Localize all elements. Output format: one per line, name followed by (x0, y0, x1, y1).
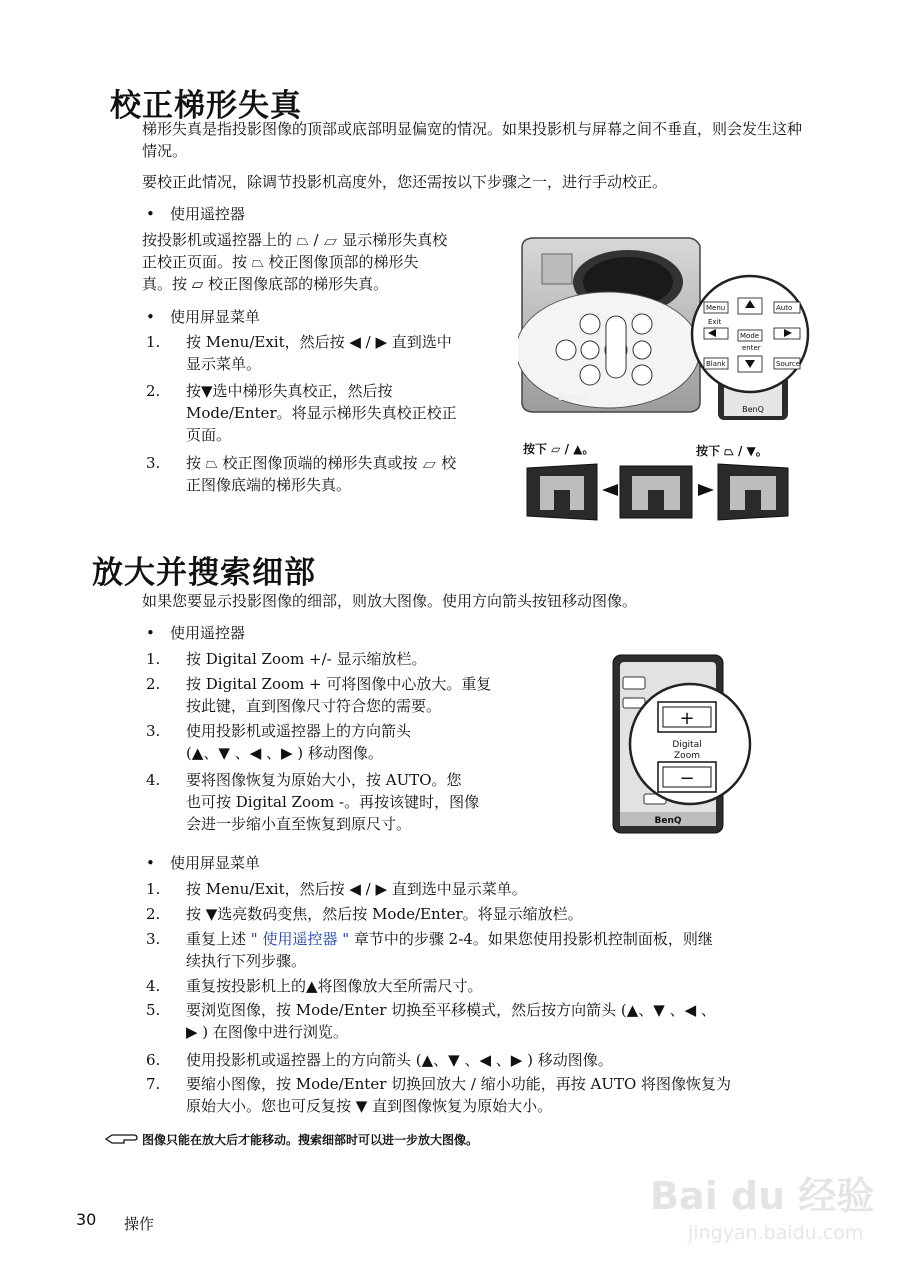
key-menu: Menu (706, 304, 726, 312)
remote-brand: BenQ (654, 816, 682, 826)
step-text: 按 ⏢ 校正图像顶端的梯形失真或按 ⏥ 校 (186, 454, 457, 472)
zoom-osd-step (146, 1073, 826, 1117)
zoom-intro: 如果您要显示投影图像的细部，则放大图像。使用方向箭头按钮移动图像。 (142, 592, 638, 610)
step-text: 按 Menu/Exit，然后按 ◀ / ▶ 直到选中 (186, 333, 452, 351)
step-text-part: 章节中的步骤 2-4。如果您使用投影机控制面板，则继 (349, 930, 713, 948)
remote-text-line: 按投影机或遥控器上的 ⏢ / ⏥ 显示梯形失真校 (142, 231, 448, 249)
watermark-url: jingyan.baidu.com (688, 1222, 864, 1244)
step-text (186, 928, 826, 950)
step-number: 4. (146, 977, 161, 995)
step-text: 原始大小。您也可反复按 ▼ 直到图像恢复为原始大小。 (186, 1097, 553, 1115)
projector-vent (542, 254, 572, 284)
step-text: 要缩小图像，按 Mode/Enter 切换回放大 / 缩小功能，再按 AUTO 将图像恢复为 (186, 1075, 732, 1093)
step-text-part: 重复上述 (186, 930, 251, 948)
zoom-remote-step (146, 720, 546, 764)
note-text: 图像只能在放大后才能移动。搜索细部时可以进一步放大图像。 (142, 1133, 479, 1147)
zoom-osd-step (146, 975, 826, 997)
zoom-osd-step (146, 999, 826, 1043)
step-number: 5. (146, 1001, 161, 1019)
bullet-osd: • 使用屏显菜单 (170, 306, 260, 328)
cross-reference-link[interactable]: " 使用遥控器 " (250, 930, 350, 948)
footer-section: 操作 (124, 1215, 155, 1233)
arrow-right (602, 484, 618, 496)
step-text: 按 Digital Zoom +/- 显示缩放栏。 (186, 650, 427, 668)
zoom-osd-step (146, 1049, 826, 1071)
step-text: 按 ▼选亮数码变焦，然后按 Mode/Enter。将显示缩放栏。 (186, 905, 583, 923)
key-blank: Blank (706, 360, 726, 368)
keystone-remote-text (142, 229, 512, 295)
step-text: 要将图像恢复为原始大小，按 AUTO。您 (186, 771, 462, 789)
step-number: 4. (146, 771, 161, 789)
step-number: 1. (146, 650, 161, 668)
projector-remote-figure (518, 232, 813, 422)
step-text: 页面。 (186, 426, 232, 444)
step-text: 重复按投影机上的▲将图像放大至所需尺寸。 (186, 977, 483, 995)
step-text: 要浏览图像，按 Mode/Enter 切换至平移模式，然后按方向箭头 (▲、▼ 、◀ 、 (186, 1001, 716, 1019)
key-exit: Exit (708, 318, 722, 326)
remote-brand: BenQ (742, 405, 764, 414)
step-text: Mode/Enter。将显示梯形失真校正校正 (186, 404, 457, 422)
key-enter: enter (742, 344, 761, 352)
step-number: 3. (146, 722, 161, 740)
zoom-remote-step (146, 769, 546, 835)
step-text: 续执行下列步骤。 (186, 952, 307, 970)
caption-left: 按下 ⏥ / ▲。 (523, 442, 595, 456)
step-text: 使用投影机或遥控器上的方向箭头 (▲、▼ 、◀ 、▶ ) 移动图像。 (186, 1051, 613, 1069)
step-number: 6. (146, 1051, 161, 1069)
key-auto: Auto (776, 304, 793, 312)
caption-right: 按下 ⏢ / ▼。 (696, 444, 768, 458)
zoom-label-1: Digital (672, 740, 702, 750)
zoom-minus-label: − (679, 768, 695, 789)
zoom-label-2: Zoom (674, 751, 700, 761)
key-source: Source (776, 360, 801, 368)
arrow-left (698, 484, 714, 496)
remote-zoom-figure (608, 652, 753, 836)
keystone-photos (522, 462, 812, 522)
step-text: 使用投影机或遥控器上的方向箭头 (186, 722, 412, 740)
step-number: 2. (146, 675, 161, 693)
keystone-step (146, 452, 506, 496)
bullet-remote: • 使用遥控器 (170, 622, 245, 644)
step-text: 会进一步缩小直至恢复到原尺寸。 (186, 815, 412, 833)
zoom-osd-step (146, 878, 826, 900)
step-number: 3. (146, 454, 161, 472)
page-number: 30 (76, 1210, 97, 1229)
keystone-step (146, 331, 506, 375)
remote-text-line: 真。按 ⏥ 校正图像底部的梯形失真。 (142, 275, 389, 293)
step-number: 7. (146, 1075, 161, 1093)
watermark-logo: Bai du 经验 (650, 1174, 875, 1218)
pointing-hand-icon (104, 1130, 140, 1146)
step-text: 按▼选中梯形失真校正，然后按 (186, 382, 393, 400)
section-title-keystone: 校正梯形失真 (110, 88, 302, 124)
step-text: 正图像底端的梯形失真。 (186, 476, 352, 494)
keystone-step (146, 380, 506, 446)
bullet-osd: • 使用屏显菜单 (170, 852, 260, 874)
step-number: 1. (146, 333, 161, 351)
step-number: 3. (146, 930, 161, 948)
step-number: 2. (146, 905, 161, 923)
section-title-zoom: 放大并搜索细部 (92, 555, 316, 591)
step-text: 显示菜单。 (186, 355, 262, 373)
step-text: 按 Digital Zoom + 可将图像中心放大。重复 (186, 675, 492, 693)
step-text: ▶ ) 在图像中进行浏览。 (186, 1023, 348, 1041)
zoom-osd-step (146, 903, 826, 925)
step-text: 按此键，直到图像尺寸符合您的需要。 (186, 697, 442, 715)
keystone-intro-1: 梯形失真是指投影图像的顶部或底部明显偏宽的情况。如果投影机与屏幕之间不垂直，则会发生这种情况。 (142, 120, 803, 160)
remote-text-line: 正校正页面。按 ⏢ 校正图像顶部的梯形失 (142, 253, 419, 271)
key-mode: Mode (740, 332, 760, 340)
zoom-remote-step (146, 673, 546, 717)
step-number: 2. (146, 382, 161, 400)
keystone-intro-2: 要校正此情况，除调节投影机高度外，您还需按以下步骤之一，进行手动校正。 (142, 173, 668, 191)
step-text: 按 Menu/Exit，然后按 ◀ / ▶ 直到选中显示菜单。 (186, 880, 527, 898)
zoom-remote-step (146, 648, 546, 670)
step-text: 也可按 Digital Zoom -。再按该键时，图像 (186, 793, 480, 811)
step-number: 1. (146, 880, 161, 898)
projector-brand: BenQ (558, 392, 589, 403)
zoom-osd-step (146, 928, 826, 972)
zoom-plus-label: + (679, 708, 695, 729)
bullet-remote: • 使用遥控器 (170, 203, 245, 225)
step-text: (▲、▼ 、◀ 、▶ ) 移动图像。 (186, 744, 383, 762)
